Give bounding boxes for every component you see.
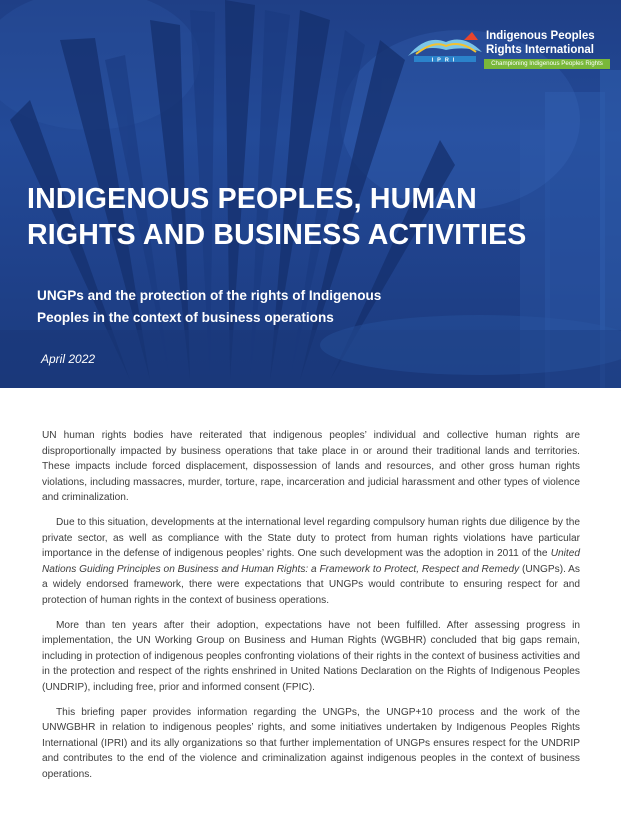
ipri-logo [406,28,612,72]
publication-date: April 2022 [41,352,96,366]
logo-letters: IPRI [431,57,459,64]
page-title [27,181,607,253]
ungps-framework-title: United Nations Guiding Principles on Business and Human Rights: a Framework to Protect, Respect and Remedy [42,548,580,575]
title-line-1: INDIGENOUS PEOPLES, HUMAN [27,183,477,215]
org-tagline: Championing Indigenous Peoples Rights [484,59,610,69]
org-name-line1: Indigenous Peoples [486,30,595,42]
org-name-line2: Rights International [486,44,594,56]
document-body [42,428,580,791]
subtitle-line-2: Peoples in the context of business operations [37,310,334,325]
logo-mark-icon [406,30,484,64]
paragraph-2-text-start: Due to this situation, developments at the international level regarding compulsory human rights due diligence by the private sector, as well as compliance with the State duty to protect from human rights violations have particular importance in the defense of indigenous peoples’ rights. One such development was the adoption in 2011 of the [42,516,580,560]
title-line-2: RIGHTS AND BUSINESS ACTIVITIES [27,219,527,251]
cover-header [0,0,621,388]
subtitle-line-1: UNGPs and the protection of the rights of Indigenous [37,288,382,303]
paragraph-1: UN human rights bodies have reiterated that indigenous peoples’ individual and collective human rights are disproportionally impacted by business operations that take place in or around their traditional lands and territories. These impacts include forced displacement, dispossession of lands and resources, and other gross human rights violations, including massacres, murder, torture, rape, incarceration and judicial harassment and other types of violence and criminalization. [42,430,580,504]
paragraph-3: More than ten years after their adoption, expectations have not been fulfilled. After assessing progress in implementation, the UN Working Group on Business and Human Rights (WGBHR) concluded that big gaps remain, including in protection of indigenous peoples confronting violations of their rights in the context of business activities and in the protection and respect of the rights enshrined in United Nations Declaration on the Rights of Indigenous Peoples (UNDRIP), including free, prior and informed consent (FPIC). [42,619,580,693]
page-subtitle [37,285,477,329]
paragraph-2 [42,515,580,609]
paragraph-2-text-end: (UNGPs). As a widely endorsed framework, there were expectations that UNGPs would contribute to ensuring respect for and protection of human rights in the context of business operations. [42,563,580,606]
paragraph-4: This briefing paper provides information regarding the UNGPs, the UNGP+10 process and the work of the UNWGBHR in relation to indigenous peoples’ rights, and some initiatives undertaken by Indigenous Peoples Rights International (IPRI) and its ally organizations so that further implementation of UNGPs ensures respect for the UNDRIP and contributes to the end of the violence and criminalization against indigenous peoples in the context of business operations. [42,706,580,780]
